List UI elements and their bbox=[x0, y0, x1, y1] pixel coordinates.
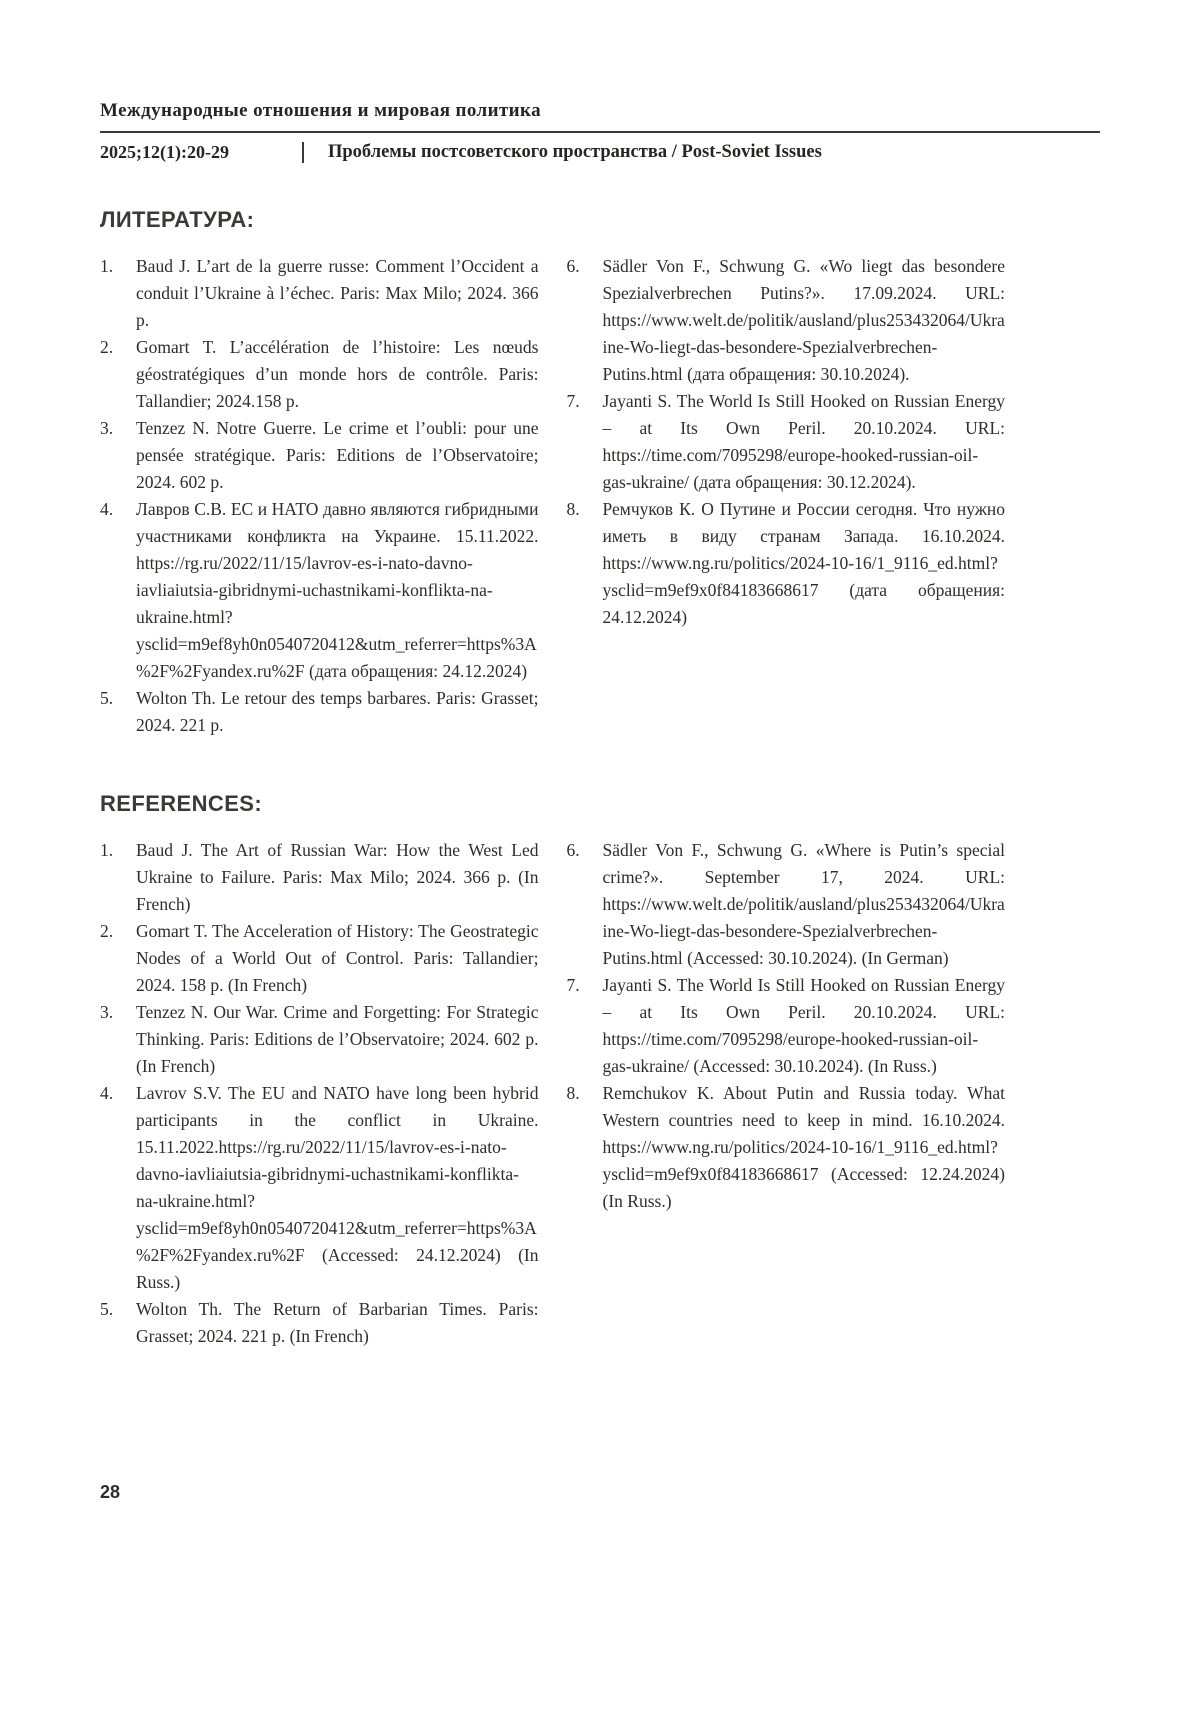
item-number: 8. bbox=[566, 1083, 580, 1103]
reference-item bbox=[100, 415, 539, 496]
reference-item bbox=[100, 334, 539, 415]
reference-item bbox=[100, 1080, 539, 1296]
reference-item bbox=[567, 972, 1006, 1080]
item-text: Lavrov S.V. The EU and NATO have long been hybrid participants in the conflict in Ukraine. 15.11.2022.https://rg.ru/2022/11/15/lavrov-es-i-nato-davno-iavliaiutsia-gibridnymi-uchastnikami-konflikta-na-ukraine.html?ysclid=m9ef8yh0n0540720412&utm_referrer=https%3A%2F%2Fyandex.ru%2F (Accessed: 24.12.2024) (In Russ.) bbox=[136, 1083, 539, 1292]
item-number: 6. bbox=[566, 840, 580, 860]
reference-item bbox=[100, 918, 539, 999]
item-text: Wolton Th. The Return of Barbarian Times. Paris: Grasset; 2024. 221 p. (In French) bbox=[136, 1299, 539, 1346]
item-number: 2. bbox=[100, 921, 114, 941]
item-number: 7. bbox=[566, 391, 580, 411]
reference-item bbox=[567, 1080, 1006, 1215]
item-text: Gomart T. The Acceleration of History: The Geostrategic Nodes of a World Out of Control. Paris: Tallandier; 2024. 158 p. (In French) bbox=[136, 921, 539, 995]
item-text: Baud J. L’art de la guerre russe: Comment l’Occident a conduit l’Ukraine à l’échec. Paris: Max Milo; 2024. 366 p. bbox=[136, 256, 539, 330]
reference-item bbox=[567, 496, 1006, 631]
item-number: 2. bbox=[100, 337, 114, 357]
column-left bbox=[100, 837, 539, 1350]
item-text: Wolton Th. Le retour des temps barbares. Paris: Grasset; 2024. 221 p. bbox=[136, 688, 539, 735]
reference-item bbox=[100, 999, 539, 1080]
item-number: 3. bbox=[100, 418, 114, 438]
item-text: Лавров С.В. ЕС и НАТО давно являются гибридными участниками конфликта на Украине. 15.11.2022. https://rg.ru/2022/11/15/lavrov-es-i-nato-davno-iavliaiutsia-gibridnymi-uchastnikami-konflikta-na-ukraine.html?ysclid=m9ef8yh0n0540720412&utm_referrer=https%3A%2F%2Fyandex.ru%2F (дата обращения: 24.12.2024) bbox=[136, 499, 539, 681]
issue-info: 2025;12(1):20-29 bbox=[100, 142, 229, 162]
literature-heading: ЛИТЕРАТУРА: bbox=[100, 207, 255, 232]
literature-section bbox=[100, 207, 1105, 739]
item-text: Sädler Von F., Schwung G. «Where is Putin’s special crime?». September 17, 2024. URL: https://www.welt.de/politik/ausland/plus253432064/Ukraine-Wo-liegt-das-besondere-Spezialverbrechen-Putins.html (Accessed: 30.10.2024). (In German) bbox=[602, 840, 1005, 968]
item-number: 1. bbox=[100, 256, 114, 276]
page-number: 28 bbox=[100, 1482, 121, 1502]
references-columns bbox=[100, 837, 1005, 1350]
issue-row bbox=[100, 133, 1100, 173]
column-right bbox=[567, 253, 1006, 739]
page-content bbox=[100, 100, 1105, 1350]
item-number: 3. bbox=[100, 1002, 114, 1022]
journal-title: Проблемы постсоветского пространства / Post-Soviet Issues bbox=[328, 142, 822, 162]
item-number: 5. bbox=[100, 688, 114, 708]
reference-item bbox=[100, 685, 539, 739]
item-number: 7. bbox=[566, 975, 580, 995]
item-text: Ремчуков К. О Путине и России сегодня. Что нужно иметь в виду странам Запада. 16.10.2024. https://www.ng.ru/politics/2024-10-16/1_9116_ed.html?ysclid=m9ef9x0f84183668617 (дата обращения: 24.12.2024) bbox=[602, 499, 1005, 627]
item-text: Jayanti S. The World Is Still Hooked on Russian Energy – at Its Own Peril. 20.10.2024. URL: https://time.com/7095298/europe-hooked-russian-oil-gas-ukraine/ (дата обращения: 30.12.2024). bbox=[602, 391, 1005, 492]
item-text: Remchukov K. About Putin and Russia today. What Western countries need to keep in mind. 16.10.2024. https://www.ng.ru/politics/2024-10-16/1_9116_ed.html?ysclid=m9ef9x0f84183668617 (Accessed: 12.24.2024) (In Russ.) bbox=[602, 1083, 1005, 1211]
references-heading: REFERENCES: bbox=[100, 791, 263, 816]
reference-item bbox=[567, 837, 1006, 972]
reference-item bbox=[567, 388, 1006, 496]
vertical-divider bbox=[302, 142, 304, 163]
item-text: Gomart T. L’accélération de l’histoire: Les nœuds géostratégiques d’un monde hors de contrôle. Paris: Tallandier; 2024.158 p. bbox=[136, 337, 539, 411]
item-number: 1. bbox=[100, 840, 114, 860]
column-right bbox=[567, 837, 1006, 1350]
column-left bbox=[100, 253, 539, 739]
item-number: 8. bbox=[566, 499, 580, 519]
item-number: 6. bbox=[566, 256, 580, 276]
item-text: Sädler Von F., Schwung G. «Wo liegt das besondere Spezialverbrechen Putins?». 17.09.2024. URL: https://www.welt.de/politik/ausland/plus253432064/Ukraine-Wo-liegt-das-besondere-Spezialverbrechen-Putins.html (дата обращения: 30.10.2024). bbox=[602, 256, 1005, 384]
item-text: Tenzez N. Our War. Crime and Forgetting: For Strategic Thinking. Paris: Editions de l’Observatoire; 2024. 602 p. (In French) bbox=[136, 1002, 539, 1076]
reference-item bbox=[100, 1296, 539, 1350]
literature-columns bbox=[100, 253, 1005, 739]
reference-item bbox=[100, 837, 539, 918]
item-text: Tenzez N. Notre Guerre. Le crime et l’oubli: pour une pensée stratégique. Paris: Editions de l’Observatoire; 2024. 602 p. bbox=[136, 418, 539, 492]
running-head: Международные отношения и мировая политика bbox=[100, 100, 541, 121]
references-section bbox=[100, 791, 1105, 1350]
item-number: 4. bbox=[100, 499, 114, 519]
reference-item bbox=[567, 253, 1006, 388]
page-header bbox=[100, 100, 1105, 173]
item-number: 5. bbox=[100, 1299, 114, 1319]
reference-item bbox=[100, 253, 539, 334]
item-text: Jayanti S. The World Is Still Hooked on Russian Energy – at Its Own Peril. 20.10.2024. URL: https://time.com/7095298/europe-hooked-russian-oil-gas-ukraine/ (Accessed: 30.10.2024). (In Russ.) bbox=[602, 975, 1005, 1076]
item-text: Baud J. The Art of Russian War: How the West Led Ukraine to Failure. Paris: Max Milo; 2024. 366 p. (In French) bbox=[136, 840, 539, 914]
reference-item bbox=[100, 496, 539, 685]
item-number: 4. bbox=[100, 1083, 114, 1103]
